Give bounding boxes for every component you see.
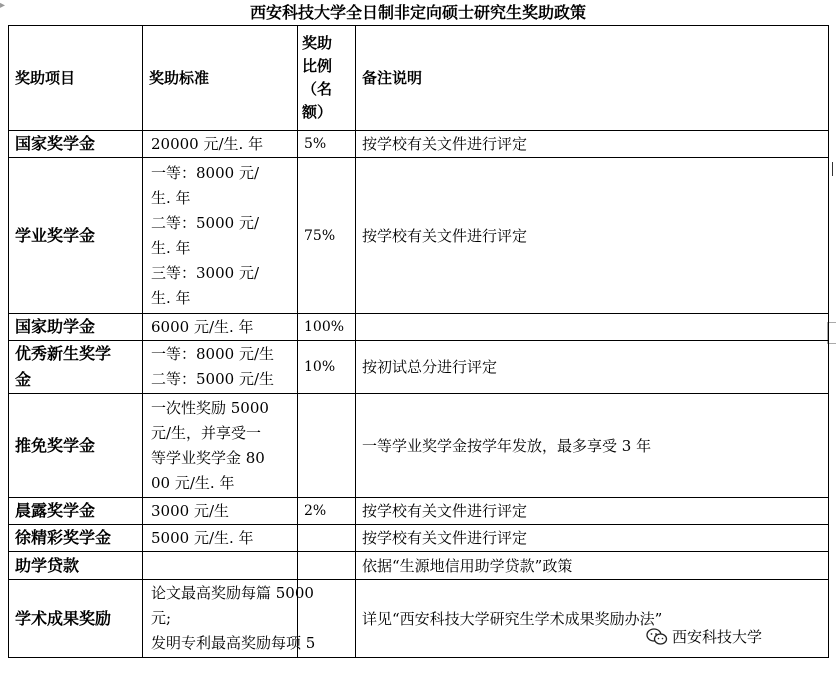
standard-line: 等学业奖学金 80 — [151, 448, 265, 467]
item-line: 助学贷款 — [15, 555, 80, 575]
standard-line: 三等：3000 元/ — [151, 263, 259, 282]
standard-line: 00 元/生. 年 — [151, 473, 235, 492]
cell-standard — [143, 525, 298, 552]
cell-remark: 依据“生源地信用助学贷款”政策 — [356, 552, 829, 580]
cell-item — [9, 525, 143, 552]
cell-remark: 按学校有关文件进行评定 — [356, 498, 829, 525]
cell-standard — [143, 580, 316, 658]
item-line: 推免奖学金 — [15, 435, 96, 455]
item-line: 国家助学金 — [15, 317, 96, 336]
table-row — [9, 498, 829, 525]
cell-ratio: 5% — [298, 131, 356, 158]
cell-remark: 按学校有关文件进行评定 — [356, 525, 829, 552]
watermark — [646, 626, 762, 647]
standard-line: 生. 年 — [151, 238, 191, 257]
standard-line: 一等：8000 元/ — [151, 163, 259, 182]
standard-line: 一次性奖励 5000 — [151, 398, 269, 417]
standard-line: 6000 元/生. 年 — [151, 317, 254, 336]
cell-item — [9, 580, 143, 658]
text-cursor — [832, 162, 833, 176]
cell-item — [9, 552, 143, 580]
header-remark: 备注说明 — [356, 26, 829, 131]
cell-remark: 按学校有关文件进行评定 — [356, 131, 829, 158]
item-line: 学术成果奖励 — [15, 608, 112, 628]
cell-ratio: 100% — [298, 314, 356, 341]
scholarship-table — [8, 25, 829, 658]
cell-ratio: 10% — [298, 341, 356, 394]
item-line: 优秀新生奖学 — [15, 344, 112, 363]
table-row — [9, 525, 829, 552]
standard-line: 20000 元/生. 年 — [151, 134, 264, 153]
cell-ratio: 2% — [298, 498, 356, 525]
standard-line: 元; — [151, 609, 172, 627]
header-ratio-line: 奖助 — [302, 34, 333, 52]
cell-standard — [143, 341, 298, 394]
standard-line: 二等：5000 元/ — [151, 213, 259, 232]
cell-item — [9, 158, 143, 314]
table-row — [9, 314, 829, 341]
header-ratio — [298, 26, 356, 131]
cell-ratio — [298, 552, 356, 580]
cell-standard — [143, 498, 298, 525]
cell-standard — [143, 131, 298, 158]
table-row — [9, 131, 829, 158]
cell-standard — [143, 394, 298, 498]
cell-ratio — [298, 394, 356, 498]
standard-line: 论文最高奖励每篇 5000 — [151, 584, 314, 602]
cell-remark: 按初试总分进行评定 — [356, 341, 829, 394]
cell-ratio: 75% — [298, 158, 356, 314]
cell-standard — [143, 552, 298, 580]
document-title: 西安科技大学全日制非定向硕士研究生奖助政策 — [249, 3, 586, 22]
standard-line: 5000 元/生. 年 — [151, 528, 254, 547]
standard-line: 元/生，并享受一 — [151, 423, 262, 442]
header-ratio-line: 额） — [302, 103, 333, 121]
cell-remark: 按学校有关文件进行评定 — [356, 158, 829, 314]
cell-remark: 一等学业奖学金按学年发放，最多享受 3 年 — [356, 394, 829, 498]
cell-item — [9, 314, 143, 341]
item-line: 金 — [15, 370, 32, 389]
standard-line: 一等：8000 元/生 — [151, 345, 274, 363]
header-standard: 奖助标准 — [143, 26, 298, 131]
cell-standard — [143, 158, 298, 314]
standard-line: 发明专利最高奖励每项 5 — [151, 634, 316, 652]
table-row — [9, 158, 829, 314]
header-ratio-line: （名 — [302, 80, 333, 98]
standard-line: 二等：5000 元/生 — [151, 370, 274, 388]
header-item: 奖助项目 — [9, 26, 143, 131]
table-row — [9, 394, 829, 498]
standard-line: 生. 年 — [151, 288, 191, 307]
cell-standard — [143, 314, 298, 341]
watermark-text: 西安科技大学 — [672, 628, 763, 646]
item-line: 徐精彩奖学金 — [15, 528, 112, 547]
table-header-row — [9, 26, 829, 131]
table-row — [9, 552, 829, 580]
standard-line: 生. 年 — [151, 188, 191, 207]
item-line: 晨露奖学金 — [15, 501, 96, 520]
cell-item — [9, 131, 143, 158]
standard-line: 3000 元/生 — [151, 501, 229, 520]
cell-remark — [356, 314, 829, 341]
header-ratio-line: 比例 — [302, 57, 333, 75]
cell-item — [9, 341, 143, 394]
cell-item — [9, 394, 143, 498]
cell-ratio — [298, 525, 356, 552]
item-line: 国家奖学金 — [15, 134, 96, 153]
wechat-icon — [646, 628, 668, 646]
item-line: 学业奖学金 — [15, 225, 96, 245]
cell-item — [9, 498, 143, 525]
cell-remark: 详见“西安科技大学研究生学术成果奖励办法” — [356, 580, 829, 658]
page-corner-marker: ▸ — [0, 0, 6, 11]
table-row — [9, 341, 829, 394]
